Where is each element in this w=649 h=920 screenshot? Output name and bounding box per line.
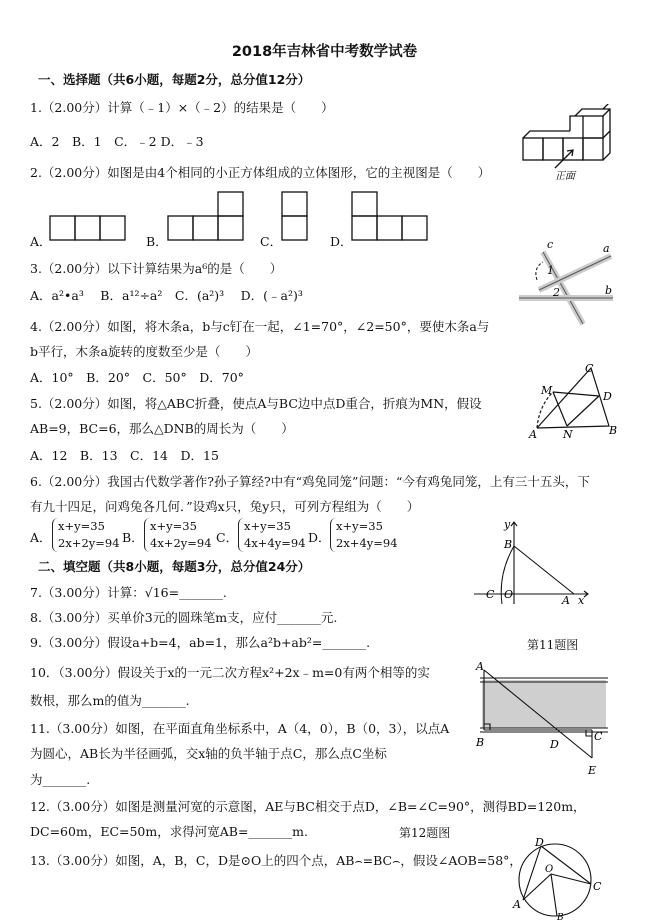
q6-option-a-system	[52, 518, 120, 552]
point-n-label: N	[563, 428, 573, 440]
point-b-label: B	[504, 538, 513, 551]
q2-option-a-figure	[48, 214, 128, 242]
point-d-label: D	[550, 738, 559, 751]
question-12-line-2: DC=60m，EC=50m，求得河宽AB=_______m.	[30, 824, 309, 839]
point-d-label: D	[535, 838, 544, 849]
stick-b-label: b	[605, 284, 613, 297]
question-5-options: A．12 B．13 C．14 D．15	[30, 448, 219, 463]
question-1-options: A．2 B．1 C．﹣2 D．﹣3	[30, 134, 204, 149]
q6-option-a-label: A．	[30, 530, 52, 545]
figure-11-caption: 第11题图	[527, 638, 579, 652]
question-11-line-1: 11.（3.00分）如图，在平面直角坐标系中，A（4，0），B（0，3），以点A	[30, 721, 450, 736]
q2-option-b-label: B．	[146, 234, 168, 249]
question-10-line-2: 数根，那么m的值为_______.	[30, 693, 190, 708]
q2-option-d-label: D．	[330, 234, 353, 249]
question-4-line-1: 4.（2.00分）如图，将木条a，b与c钉在一起，∠1=70°，∠2=50°，要使木条a与	[30, 319, 490, 334]
q6-option-c-system	[238, 518, 306, 552]
question-3: 3.（2.00分）以下计算结果为a⁶的是（ ）	[30, 261, 283, 276]
point-b-label: B	[476, 736, 485, 749]
q6-option-c-eq2: 4x+4y=94	[244, 536, 306, 550]
question-4-line-2: b平行，木条a旋转的度数至少是（ ）	[30, 344, 258, 359]
point-e-label: E	[588, 764, 597, 777]
point-d-label: D	[603, 390, 612, 403]
point-c-label: C	[594, 730, 603, 743]
question-4-options: A．10° B．20° C．50° D．70°	[30, 370, 244, 385]
question-6-line-2: 有九十四足，问鸡兔各几何．”设鸡x只，兔y只，可列方程组为（ ）	[30, 499, 420, 514]
point-c-label: C	[585, 362, 594, 375]
axis-x-label: x	[578, 594, 585, 606]
point-a-label: A	[562, 594, 570, 606]
q6-option-b-label: B．	[122, 530, 144, 545]
sticks-figure	[515, 238, 615, 330]
section-2-heading: 二、填空题（共8小题，每题3分，总分值24分）	[38, 559, 311, 574]
figure-12-caption: 第12题图	[399, 826, 451, 840]
q6-option-d-system	[330, 518, 398, 552]
q2-option-c-figure	[280, 190, 310, 244]
question-9: 9.（3.00分）假设a+b=4，ab=1，那么a²b+ab²=_______.	[30, 635, 371, 650]
point-b-label: B	[609, 424, 617, 437]
q6-option-d-label: D．	[308, 530, 331, 545]
stick-c-label: c	[547, 238, 554, 251]
question-7: 7.（3.00分）计算：√16=_______.	[30, 585, 227, 600]
question-8: 8.（3.00分）买单价3元的圆珠笔m支，应付_______元.	[30, 610, 338, 625]
question-11-line-3: 为_______.	[30, 772, 91, 787]
q6-option-b-system	[144, 518, 212, 552]
q6-option-a-eq1: x+y=35	[58, 519, 105, 533]
center-o-label: O	[545, 864, 554, 875]
q6-option-a-eq2: 2x+2y=94	[58, 536, 120, 550]
axis-y-label: y	[504, 518, 511, 531]
point-m-label: M	[541, 384, 553, 397]
question-2: 2.（2.00分）如图是由4个相同的小正方体组成的立体图形，它的主视图是（ ）	[30, 165, 491, 180]
point-c-label: C	[593, 880, 602, 893]
river-width-figure	[470, 660, 610, 780]
angle-2-label: 2	[553, 286, 560, 299]
stick-a-label: a	[603, 242, 610, 255]
fold-triangle-figure	[525, 360, 617, 440]
question-12-line-1: 12.（3.00分）如图是测量河宽的示意图，AE与BC相交于点D，∠B=∠C=90°，测得BD=120m，	[30, 799, 586, 814]
question-3-options: A．a²•a³ B．a¹²÷a² C．(a²)³ D．(﹣a²)³	[30, 288, 303, 303]
q6-option-c-label: C．	[216, 530, 239, 545]
q6-option-b-eq1: x+y=35	[150, 519, 197, 533]
point-a-label: A	[529, 428, 537, 440]
question-5-line-2: AB=9，BC=6，那么△DNB的周长为（ ）	[30, 421, 294, 436]
q2-option-c-label: C．	[260, 234, 283, 249]
angle-1-label: 1	[547, 264, 554, 277]
page-title: 2018年吉林省中考数学试卷	[231, 44, 418, 60]
question-10-line-1: 10．（3.00分）假设关于x的一元二次方程x²+2x﹣m=0有两个相等的实	[30, 665, 430, 680]
q2-option-a-label: A．	[30, 234, 52, 249]
question-11-line-2: 为圆心，AB长为半径画弧，交x轴的负半轴于点C，那么点C坐标	[30, 746, 387, 761]
point-c-label: C	[486, 588, 495, 601]
front-view-label: 正面	[555, 171, 575, 182]
q6-option-b-eq2: 4x+2y=94	[150, 536, 212, 550]
question-5-line-1: 5.（2.00分）如图，将△ABC折叠，使点A与BC边中点D重合，折痕为MN，假设	[30, 396, 482, 411]
question-13: 13.（3.00分）如图，A，B，C，D是⊙O上的四个点，AB⌢=BC⌢，假设∠AOB=58°，	[30, 853, 522, 868]
cube-stack-figure	[515, 104, 611, 182]
q2-option-d-figure	[350, 190, 430, 244]
q6-option-d-eq2: 2x+4y=94	[336, 536, 398, 550]
question-6-line-1: 6.（2.00分）我国古代数学著作?孙子算经?中有“鸡兔同笼”问题：“今有鸡兔同笼，上有三十五头，下	[30, 474, 590, 489]
coordinate-arc-figure	[470, 518, 590, 606]
question-1: 1.（2.00分）计算（﹣1）×（﹣2）的结果是（ ）	[30, 100, 334, 115]
q6-option-d-eq1: x+y=35	[336, 519, 383, 533]
circle-figure	[505, 838, 605, 920]
q6-option-c-eq1: x+y=35	[244, 519, 291, 533]
origin-o-label: O	[504, 588, 514, 601]
point-a-label: A	[513, 898, 521, 911]
section-1-heading: 一、选择题（共6小题，每题2分，总分值12分）	[38, 72, 311, 87]
point-a-label: A	[476, 660, 484, 673]
q2-option-b-figure	[166, 190, 246, 244]
point-b-label: B	[557, 913, 564, 920]
